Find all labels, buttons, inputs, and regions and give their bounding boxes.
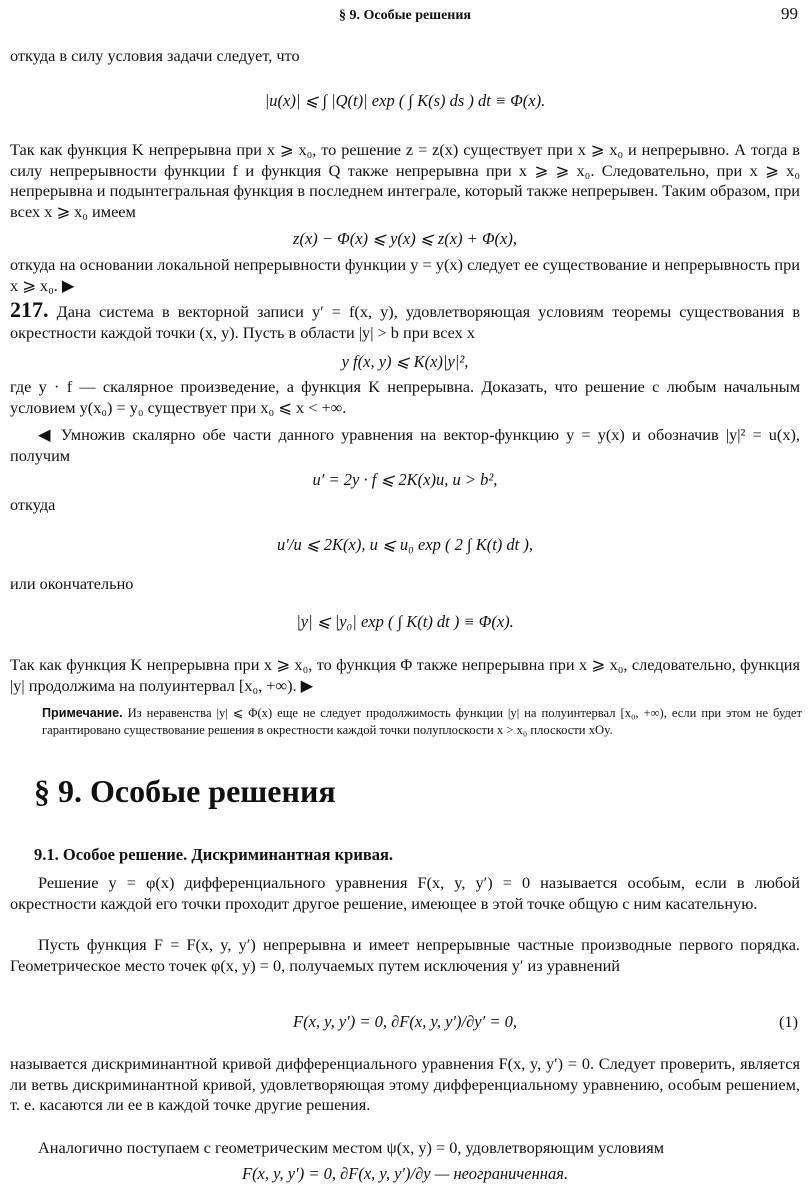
remark-text: Из неравенства |y| ⩽ Φ(x) еще не следует продолжимость функции |y| на полуинтервал [x₀, +∞), если при этом не будет гарантировано существование решения в окрестности каждой точки полуплоскости x > x₀ плоскости xOy. — [42, 706, 802, 737]
formula: u′ = 2y · f ⩽ 2K(x)u, u > b², — [312, 470, 498, 489]
paragraph: откуда в силу условия задачи следует, что — [10, 46, 300, 65]
section-title: § 9. Особые решения — [34, 773, 336, 809]
paragraph: называется дискриминантной кривой дифференциального уравнения F(x, y, y′) = 0. Следует проверить, является ли ветвь дискриминантной кривой, удовлетворяющая этому дифференциальному уравнению, особым решением, т. е. касаются ли ее в каждой точке другие решения. — [10, 1054, 800, 1114]
formula: y f(x, y) ⩽ K(x)|y|², — [341, 352, 469, 371]
paragraph: Так как функция K непрерывна при x ⩾ x₀, то решение z = z(x) существует при x ⩾ x₀ и непрерывно. А тогда в силу непрерывности функции f и функция Q также непрерывна при x ⩾ ⩾ x₀. Следовательно, при x ⩾ x₀ непрерывна и подынтегральная функция в последнем интеграле, который также непрерывен. Таким образом, при всех x ⩾ x₀ имеем — [10, 140, 800, 221]
paragraph: или окончательно — [10, 574, 134, 593]
problem-number: 217. — [10, 297, 49, 322]
remark-label: Примечание. — [42, 706, 123, 720]
paragraph: Аналогично поступаем с геометрическим местом ψ(x, y) = 0, удовлетворяющим условиям — [38, 1138, 664, 1157]
formula: z(x) − Φ(x) ⩽ y(x) ⩽ z(x) + Φ(x), — [293, 229, 517, 248]
subsection-title: 9.1. Особое решение. Дискриминантная кривая. — [34, 845, 394, 864]
equation-number: (1) — [779, 1012, 798, 1031]
problem-217 — [10, 297, 801, 343]
paragraph: откуда на основании локальной непрерывности функции y = y(x) следует ее существование и непрерывность при x ⩾ x₀. ▶ — [10, 255, 800, 295]
formula: F(x, y, y′) = 0, ∂F(x, y, y′)/∂y′ = 0, — [293, 1012, 517, 1031]
paragraph: Так как функция K непрерывна при x ⩾ x₀, то функция Φ также непрерывна при x ⩾ x₀, следовательно, функция |y| продолжима на полуинтервал [x₀, +∞). ▶ — [10, 655, 800, 695]
remark — [42, 705, 802, 738]
paragraph: откуда — [10, 495, 56, 514]
formula: F(x, y, y′) = 0, ∂F(x, y, y′)/∂y — неограниченная. — [241, 1164, 569, 1183]
formula: u′/u ⩽ 2K(x), u ⩽ u₀ exp ( 2 ∫ K(t) dt ), — [277, 535, 533, 554]
formula: |y| ⩽ |y₀| exp ( ∫ K(t) dt ) ≡ Φ(x). — [296, 612, 514, 631]
formula: |u(x)| ⩽ ∫ |Q(t)| exp ( ∫ K(s) ds ) dt ≡ Φ(x). — [264, 91, 546, 110]
paragraph: Пусть функция F = F(x, y, y′) непрерывна и имеет непрерывные частные производные первого порядка. Геометрическое место точек φ(x, y) = 0, получаемых путем исключения y′ из уравнений — [10, 935, 800, 975]
page-number: 99 — [781, 4, 798, 23]
paragraph: ◀ Умножив скалярно обе части данного уравнения на вектор-функцию y = y(x) и обозначив |y|² = u(x), получим — [10, 425, 800, 465]
paragraph: Решение y = φ(x) дифференциального уравнения F(x, y, y′) = 0 называется особым, если в любой окрестности каждой его точки проходит другое решение, имеющее в этой точке общую с ним касательную. — [10, 873, 800, 913]
running-header: § 9. Особые решения — [339, 8, 471, 23]
problem-text: Дана система в векторной записи y′ = f(x, y), удовлетворяющая условиям теоремы существования в окрестности каждой точки (x, y). Пусть в области |y| > b при всех x — [10, 302, 801, 342]
paragraph: где y · f — скалярное произведение, а функция K непрерывна. Доказать, что решение с любым начальным условием y(x₀) = y₀ существует при x₀ ⩽ x < +∞. — [10, 377, 800, 417]
